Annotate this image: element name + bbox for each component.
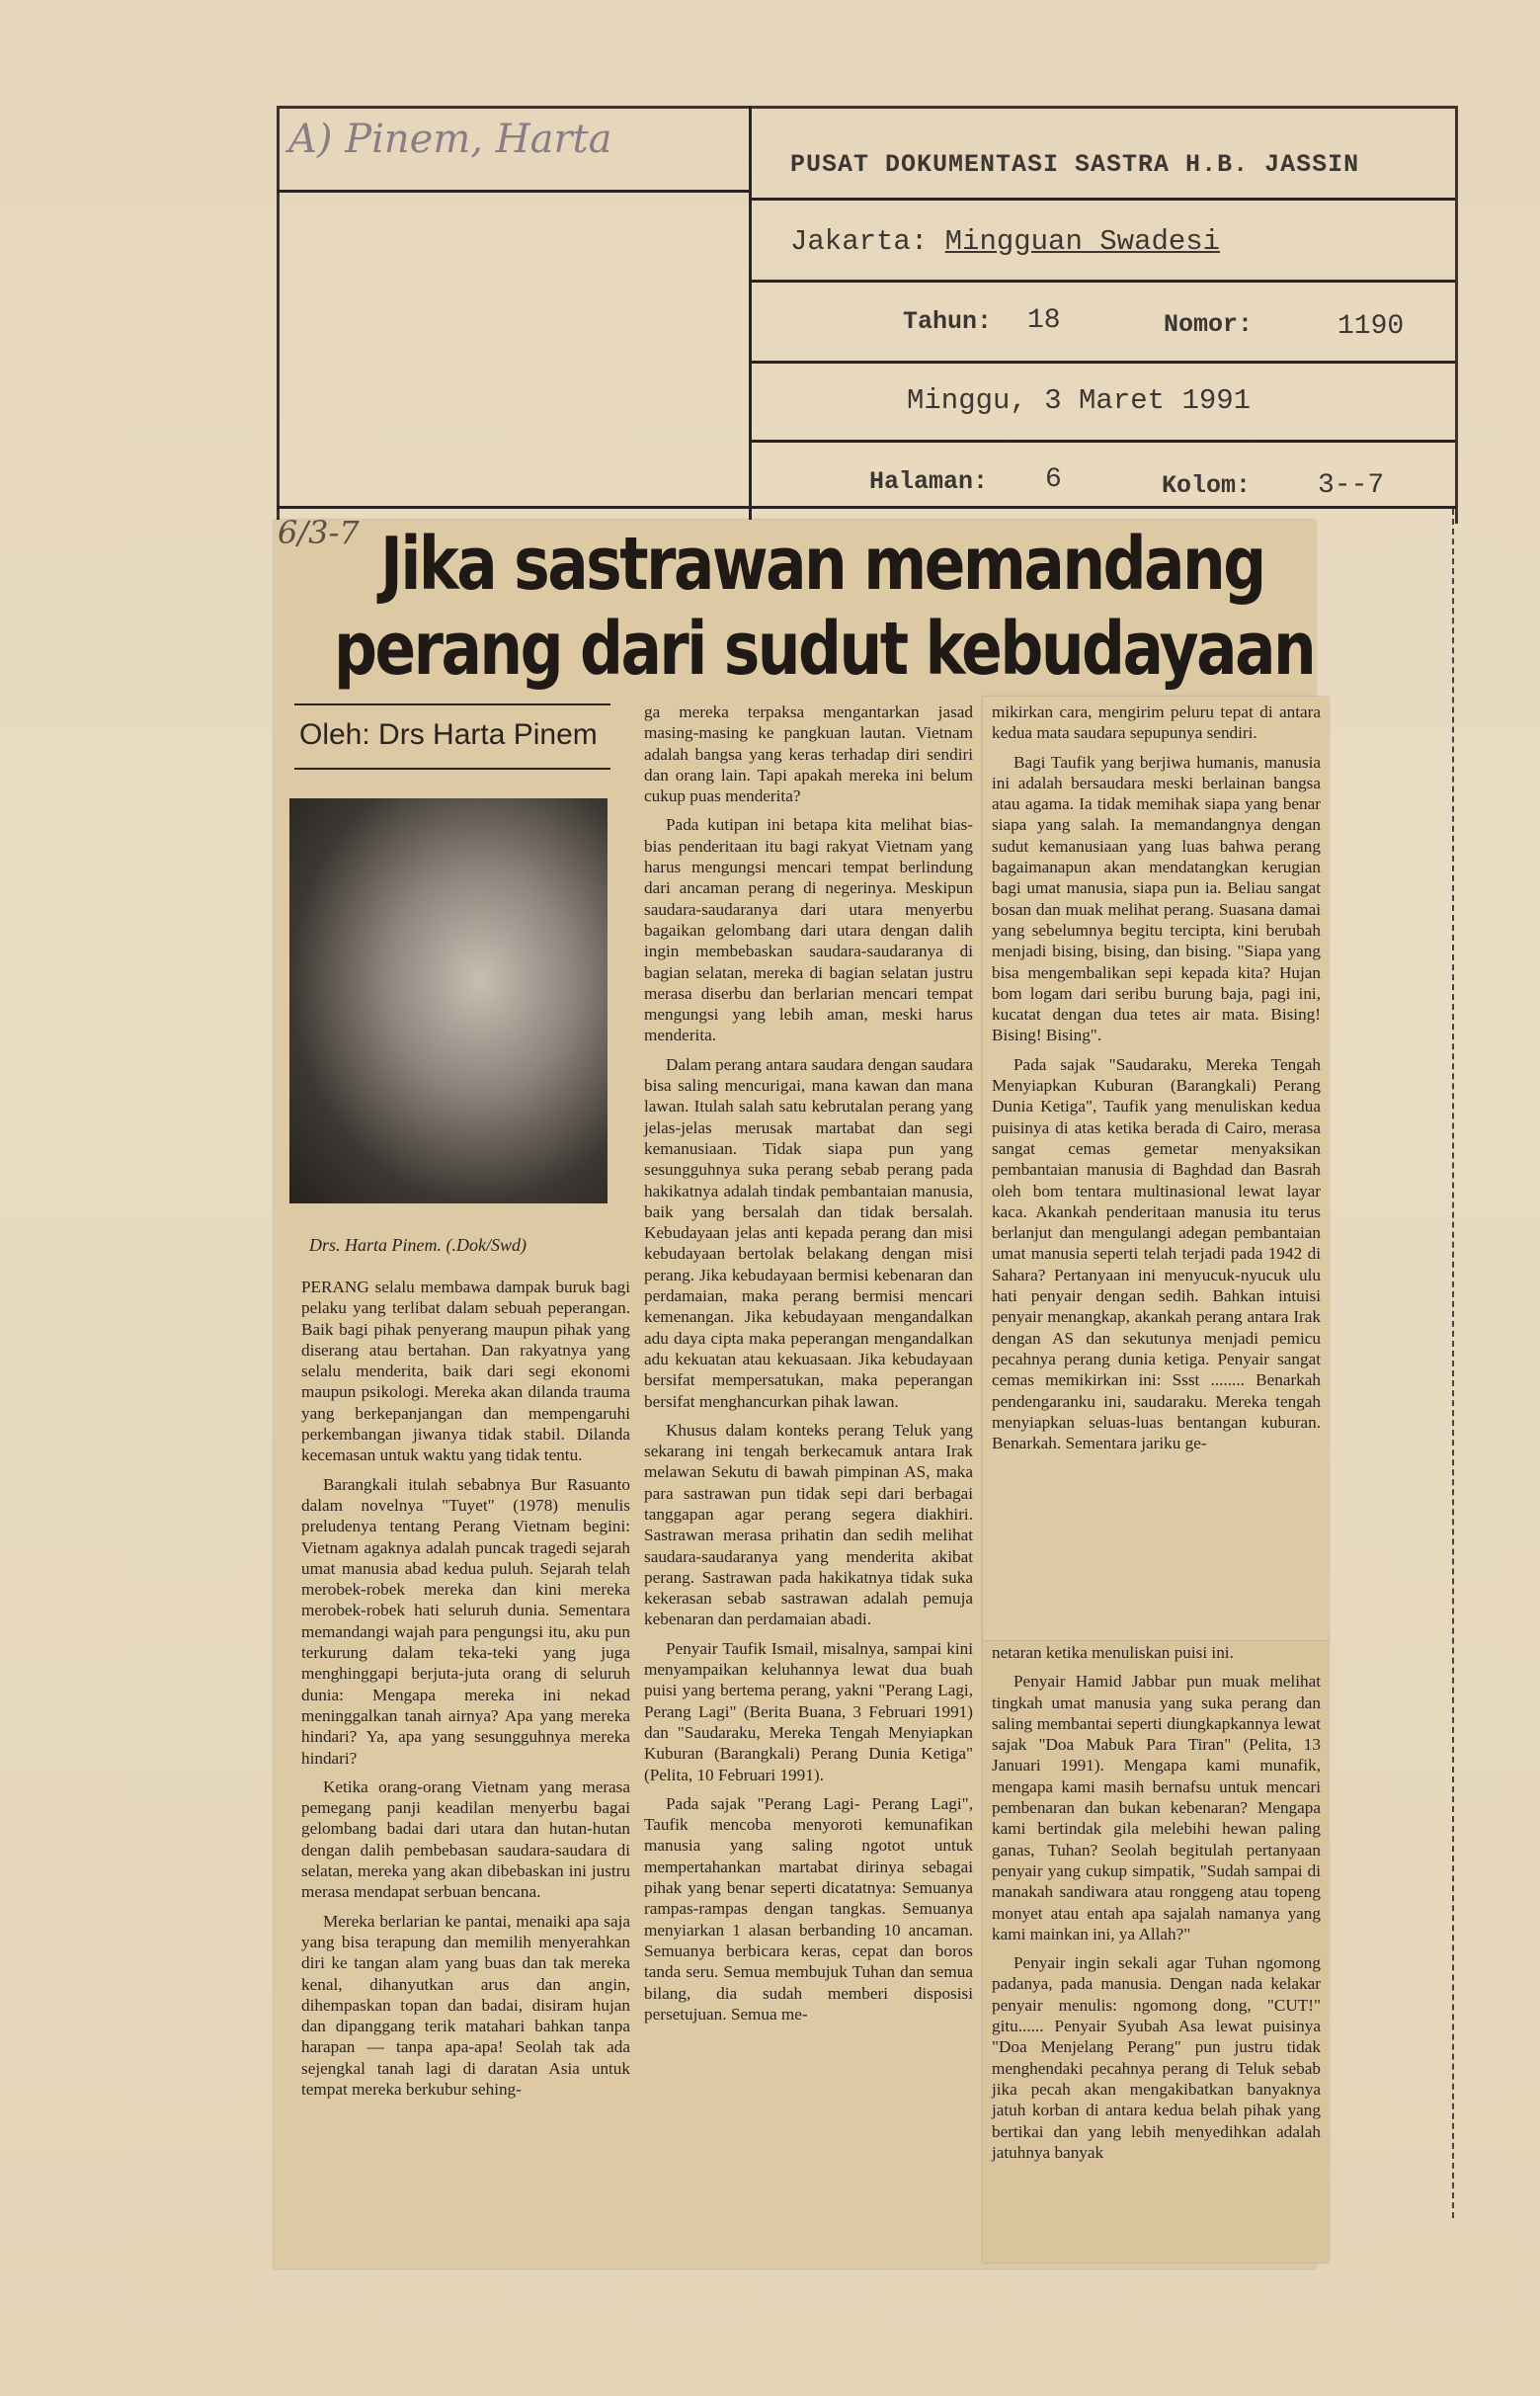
col1-para-1: PERANG selalu membawa dampak buruk bagi pelaku yang terlibat dalam sebuah peperangan. Baik bagi pihak penyerang maupun pihak yang diserang atau bertahan. Dan rakyatnya yang selalu menderita, baik dari segi ekonomi maupun psikologi. Mereka akan dilanda trauma yang berkepanjangan dan mempengaruhi perkembangan jiwanya tidak stabil. Dilanda kecemasan untuk waktu yang tidak tentu. (301, 1278, 630, 1465)
col1-para-3: Ketika orang-orang Vietnam yang merasa pemegang panji keadilan menyerbu bagai gelombang badai dari utara dan hutan-hutan dengan dalih pembebasan saudara-saudara di selatan, mereka yang akan dibebaskan ini justru merasa mendapat serbuan bencana. (301, 1776, 630, 1902)
stamp-row-rule-4 (749, 440, 1455, 443)
stamp-bottom-rule (277, 506, 1456, 509)
stamp-row-rule-3 (749, 361, 1455, 364)
number-label: Nomor: (1164, 310, 1254, 339)
byline: Oleh: Drs Harta Pinem (299, 718, 598, 751)
col3-para-3: Pada sajak "Saudaraku, Mereka Tengah Menyiapkan Kuburan (Barangkali) Perang Dunia Ketiga", Taufik yang menuliskan kedua puisinya di atas ketika berada di Cairo, merasa sangat cemas gemetar menyaksikan pembantaian manusia di Baghdad dan Basrah oleh bom tentara multinasional lewat layar kaca. Akankah penderitaan manusia itu terus berlanjut dan mengulangi adegan pembantaian umat manusia seperti telah terjadi pada 1942 di Sahara? Pertanyaan ini menyucuk-nyucuk ulu hati penyair dengan sedih. Bahkan intuisi penyair menangkap, akankah perang antara Irak dengan AS dan sekutunya menjadi pemicu pecahnya perang dunia ketiga. Penyair sangat cemas memikirkan ini: Ssst ........ Benarkah pendengaranku ini, saudaraku. Mereka tengah menyiapkan seluas-luas bentangan kuburan. Benarkah. Sementara jariku ge- (992, 1054, 1321, 1453)
col4-para-1: netaran ketika menuliskan puisi ini. (992, 1643, 1234, 1662)
number-value: 1190 (1337, 311, 1405, 342)
column-label: Kolom: (1162, 471, 1252, 500)
col1-para-4: Mereka berlarian ke pantai, menaiki apa saja yang bisa terapung dan memilih menyerahkan diri ke tangan alam yang buas dan tak mereka kenal, dihanyutkan arus dan angin, dihempaskan topan dan badai, disiram hujan dan dipanggang terik matahari bahkan tanpa harapan — tanpa apa-apa! Seolah tak ada sejengkal tanah lagi di daratan Asia untuk tempat mereka berkubur sehing- (301, 1911, 630, 2099)
stamp-row-rule-2 (749, 280, 1455, 283)
photo-caption: Drs. Harta Pinem. (.Dok/Swd) (309, 1235, 527, 1255)
col2-para-6: Pada sajak "Perang Lagi- Perang Lagi", Taufik mencoba menyoroti kemunafikan manusia yang saling ngotot untuk mempertahankan martabat dirinya sebagai pihak yang benar seperti dicatatnya: Semuanya rampas-rampas dengan tangkas. Semuanya menyiarkan 1 alasan berbanding 10 ancaman. Semuanya berbicara keras, cepat dan boros tanda seru. Semua membujuk Tuhan dan semua bilang, dia sudah memberi disposisi persetujuan. Semua me- (644, 1793, 973, 2024)
city-label: Jakarta: (790, 225, 929, 258)
publication-name: Mingguan Swadesi (944, 225, 1221, 258)
col1-para-2: Barangkali itulah sebabnya Bur Rasuanto dalam novelnya "Tuyet" (1978) menulis preludenya tentang Perang Vietnam begini: Vietnam agaknya adalah puncak tragedi sejarah umat manusia abad kedua puluh. Sejarah telah merobek-robek mereka dan kini mereka merobek-robek hati seluruh dunia. Sementara memandangi wajah para pengungsi itu, aku pun terkurung dalam teka-teki yang juga menghinggapi berjuta-juta orang di seluruh dunia: Mengapa mereka ini nekad meninggalkan tanah airnya? Apa yang mereka hindari? Ya, apa yang sesungguhnya mereka hindari? (301, 1474, 630, 1768)
article-column-2 (644, 702, 973, 2032)
col2-para-3: Dalam perang antara saudara dengan saudara bisa saling mencurigai, mana kawan dan mana lawan. Itulah salah satu kebrutalan perang yang jelas-jelas merusak martabat dan segi kemanusiaan. Tidak siapa pun yang sesungguhnya suka perang sebab perang pada hakikatnya adalah tindak pembantaian manusia, baik yang bersalah dan tidak bersalah. Kebudayaan jelas anti kepada perang dan misi kebudayaan bertolak belakang dengan misi perang. Jika kebudayaan bermisi kebenaran dan perdamaian, maka perang bermisi mencari kemenangan. Jika kebudayaan mengandalkan adu daya cipta maka peperangan mengandalkan adu kekuatan atau kekuasaan. Jika kebudayaan bersifat mempersatukan, maka peperangan bersifat menghancurkan pihak lawan. (644, 1054, 973, 1411)
article-column-4 (992, 1642, 1321, 2171)
col2-para-4: Khusus dalam konteks perang Teluk yang sekarang ini tengah berkecamuk antara Irak melawan Sekutu di bawah pimpinan AS, maka para sastrawan pun tidak sepi dari berbagai tanggapan agar perang segera diakhiri. Sastrawan merasa prihatin dan sedih melihat saudara-saudaranya yang menderita akibat perang. Sastrawan pada hakikatnya tidak suka kekerasan sebab sastrawan adalah pemuja kebenaran dan perdamaian abadi. (644, 1420, 973, 1629)
byline-rule-top (294, 703, 610, 705)
margin-note: 6/3-7 (278, 514, 360, 551)
col2-para-2: Pada kutipan ini betapa kita melihat bias-bias penderitaan itu bagi rakyat Vietnam yang harus mengungsi mencari tempat berlindung dari ancaman perang di negerinya. Meskipun saudara-saudaranya dari utara menyerbu bagaikan gelombang dari utara dengan dalih ingin membebaskan saudara-saudaranya di bagian selatan, mereka di bagian selatan justru merasa diserbu dan berlarian mencari tempat mengungsi yang lebih aman, meski harus menderita. (644, 815, 973, 1045)
article-column-1 (301, 1277, 630, 2107)
stamp-row-rule-1 (749, 198, 1455, 201)
stamp-divider (749, 106, 752, 521)
col2-para-5: Penyair Taufik Ismail, misalnya, sampai kini menyampaikan keluhannya lewat dua buah puisi yang bertema perang, yakni "Perang Lagi, Perang Lagi" (Berita Buana, 3 Februari 1991) dan "Saudaraku, Mereka Tengah Menyiapkan Kuburan (Barangkali) Perang Dunia Ketiga" (Pelita, 10 Februari 1991). (644, 1638, 973, 1784)
col3-para-2: Bagi Taufik yang berjiwa humanis, manusia ini adalah bersaudara meski berlainan bangsa atau agama. Ia tidak memihak siapa yang benar siapa yang salah. Ia memandangnya dengan sudut kemanusiaan yang luas bahwa perang bagaimanapun akan mendatangkan kerugian bagi umat manusia, siapa pun ia. Beliau sangat bosan dan muak melihat perang. Suasana damai yang sebelumnya begitu tercipta, kini berubah menjadi bising, bising, dan bising. "Siapa yang bisa mengembalikan sepi kepada kita? Hujan bom logam dari seribu burung baja, pagi ini, kucatat dengan dua tetes air mata. Bising! Bising! Bising". (992, 752, 1321, 1045)
handwritten-note: A) Pinem, Harta (288, 117, 612, 162)
column-value: 3--7 (1318, 470, 1385, 501)
frame-right-dashed (1452, 509, 1454, 2218)
page-label: Halaman: (869, 467, 989, 496)
page-value: 6 (1045, 464, 1062, 495)
archive-name: PUSAT DOKUMENTASI SASTRA H.B. JASSIN (790, 150, 1360, 179)
col4-para-2: Penyair Hamid Jabbar pun muak melihat tingkah umat manusia yang suka perang dan saling membantai seperti diungkapkannya lewat sajak "Doa Mabuk Para Tiran" (Pelita, 13 Januari 1991). Mengapa kami munafik, mengapa kami masih bernafsu untuk mencari pembenaran dan bukan kebenaran? Mengapa kami bertindak gila melebihi hewan paling ganas, Tuhan? Seolah begitulah pertanyaan penyair yang cukup simpatik, "Sudah sampai di manakah sandiwara atau ronggeng atau topeng monyet atau entah apa sajalah namanya yang kami mainkan ini, ya Allah?" (992, 1672, 1321, 1943)
headline-line-2: perang dari sudut kebudayaan (334, 607, 1315, 692)
issue-date: Minggu, 3 Maret 1991 (907, 384, 1252, 417)
stamp-top-rule (277, 190, 751, 193)
col4-para-3: Penyair ingin sekali agar Tuhan ngomong padanya, pada manusia. Dengan nada kelakar penyair menulis: ngomong dong, "CUT!" gitu...... Penyair Syubah Asa lewat puisinya "Doa Menjelang Perang" pun justru tidak menghendaki pecahnya perang di Teluk sebab jika pecah akan mengakibatkan banyaknya jatuh korban di antara kedua belah pihak yang bertikai dan yang lebih menyedihkan adalah jatuhnya banyak (992, 1953, 1321, 2162)
publication-line (790, 225, 1220, 258)
byline-rule-bottom (294, 768, 610, 770)
col2-para-1: ga mereka terpaksa mengantarkan jasad masing-masing ke pangkuan lautan. Vietnam adalah bangsa yang keras terhadap diri sendiri dan orang lain. Tapi apakah mereka ini belum cukup puas menderita? (644, 702, 973, 806)
article-column-3 (992, 702, 1321, 1461)
author-photo (289, 798, 608, 1203)
year-label: Tahun: (903, 307, 993, 336)
headline-line-1: Jika sastrawan memandang (380, 522, 1264, 607)
year-value: 18 (1027, 305, 1061, 336)
col3-para-1: mikirkan cara, mengirim peluru tepat di antara kedua mata saudara sepupunya sendiri. (992, 702, 1321, 743)
